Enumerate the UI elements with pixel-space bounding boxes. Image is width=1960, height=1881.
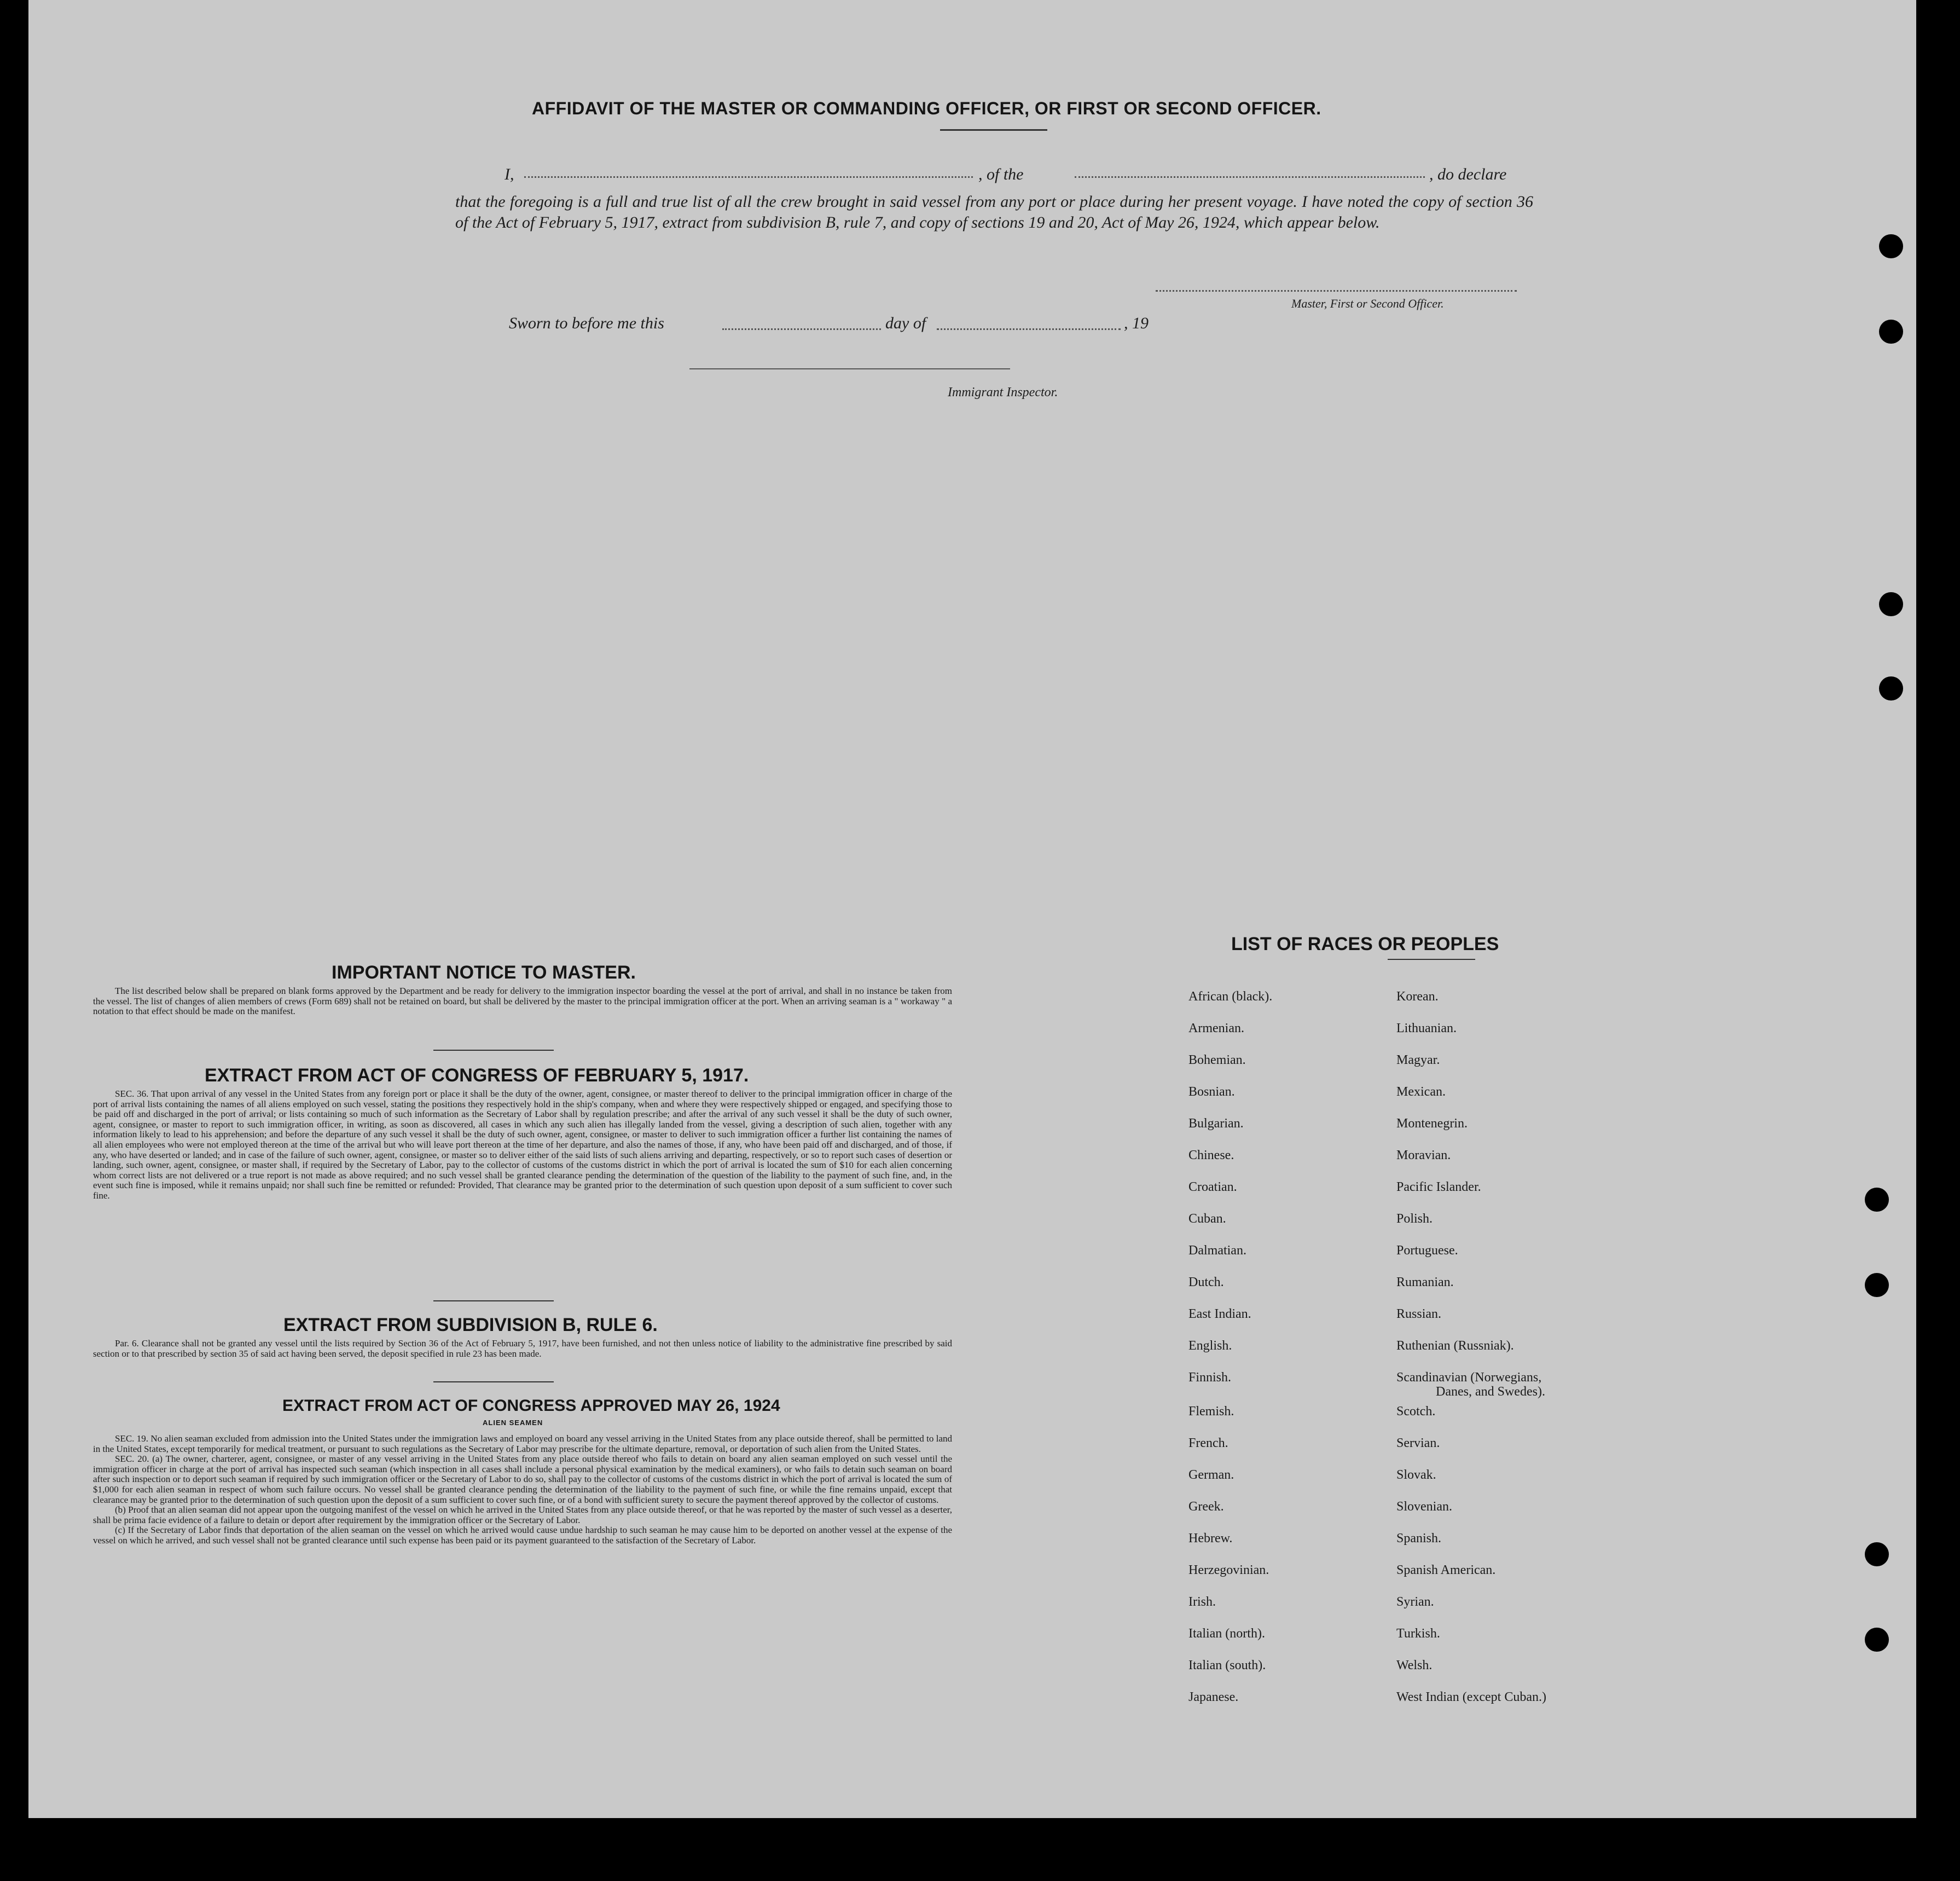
race-item: Scandinavian (Norwegians, [1396,1370,1542,1385]
master-name-blank[interactable] [524,176,973,178]
race-item: Mexican. [1396,1085,1446,1099]
sec-20a-text: SEC. 20. (a) The owner, charterer, agent, consignee, or master of any vessel arriving in the United States from any place outside thereof who fails to detain on board any alien seaman employed on such vessel until the immigration officer in charge at the port of arrival has inspected such seaman (which inspection in all cases shall include a personal physical examination by the medical examiners), or who fails to detain such seaman on board after such inspection or to deport such seaman if required by such immigration officer or the Secretary of Labor to do so, shall pay to the collector of customs of the customs district in which the port of arrival is located the sum of $1,000 for each alien seaman in respect of whom such failure occurs. No vessel shall be granted clearance pending the determination of the liability to the payment of such fine, or while the fine remains unpaid, except that clearance may be granted prior to the determination of such question upon the deposit of a sum sufficient to cover such fine, or of a bond with sufficient surety to secure the payment thereof approved by the collector of customs. [93,1454,952,1505]
race-item: Welsh. [1396,1658,1433,1672]
race-item: Lithuanian. [1396,1021,1457,1035]
race-item: Korean. [1396,989,1439,1004]
master-label: Master, First or Second Officer. [1291,297,1444,310]
sworn-label: Sworn to before me this [509,314,664,332]
race-item: Spanish American. [1396,1563,1496,1577]
race-item: African (black). [1188,989,1273,1004]
race-item: Italian (north). [1188,1627,1265,1641]
race-item: Armenian. [1188,1021,1244,1035]
day-of-label: day of [885,314,926,332]
par-6-text: Par. 6. Clearance shall not be granted any vessel until the lists required by Section 36 of the Act of February 5, 1917, have been furnished, and not then unless notice of liability to the administrative fine prescribed by said section or to that prescribed by section 35 of said act having been served, the deposit specified in rule 23 has been made. [93,1338,952,1359]
race-item: Danes, and Swedes). [1436,1385,1545,1399]
section-rule-2 [433,1300,554,1301]
affidavit-of-the: , of the [978,165,1024,183]
notice-text: The list described below shall be prepared on blank forms approved by the Department and be ready for delivery to the immigration inspector boarding the vessel at the port of arrival, and shall in no instance be taken from the vessel. The list of changes of alien members of crews (Form 689) shall not be retained on board, but shall be delivered by the master to the principal immigration officer at the port. When an arriving seaman is a " workaway " a notation to that effect should be made on the manifest. [93,986,952,1017]
race-item: Moravian. [1396,1148,1451,1162]
races-title: LIST OF RACES OR PEOPLES [1231,934,1499,954]
affidavit-body: that the foregoing is a full and true list of all the crew brought in said vessel from any port or place during her present voyage. I have noted the copy of section 36 of the Act of February 5, 1917, extract from subdivision B, rule 7, and copy of sections 19 and 20, Act of May 26, 1924, which appear below. [455,193,1533,231]
race-item: Rumanian. [1396,1275,1454,1289]
race-item: Pacific Islander. [1396,1180,1481,1194]
races-title-rule [1388,959,1475,960]
race-item: Bohemian. [1188,1053,1246,1067]
race-item: Spanish. [1396,1531,1442,1546]
race-item: Herzegovinian. [1188,1563,1269,1577]
master-signature-blank[interactable] [1156,290,1517,292]
race-item: Scotch. [1396,1404,1436,1419]
sec-19-text: SEC. 19. No alien seaman excluded from admission into the United States under the immigration laws and employed on board any vessel arriving in the United States from any place outside thereof, shall be permitted to land in the United States, except temporarily for medical treatment, or pursuant to such regulations as the Secretary of Labor may prescribe for the ultimate departure, removal, or deportation of such alien from the United States. [93,1433,952,1454]
race-item: French. [1188,1436,1228,1450]
sworn-month-blank[interactable] [937,328,1121,330]
race-item: Cuban. [1188,1212,1226,1226]
extract-1924-title: EXTRACT FROM ACT OF CONGRESS APPROVED MAY 26, 1924 [282,1397,780,1415]
race-item: Montenegrin. [1396,1116,1468,1131]
notice-title: IMPORTANT NOTICE TO MASTER. [332,962,636,983]
race-item: Dalmatian. [1188,1243,1246,1258]
inspector-label: Immigrant Inspector. [948,385,1058,400]
punch-hole [1879,234,1903,258]
race-item: English. [1188,1339,1232,1353]
section-36-text: SEC. 36. That upon arrival of any vessel in the United States from any foreign port or place it shall be the duty of the owner, agent, consignee, or master thereof to deliver to the principal immigration officer in charge of the port of arrival lists containing the names of all aliens employed on such vessel, stating the positions they respectively hold in the ship's company, when and where they were respectively shipped or engaged, and specifying those to be paid off and discharged in the port of arrival; or lists containing so much of such information as the Secretary of Labor shall by regulation prescribe; and after the arrival of any such vessel it shall be the duty of such owner, agent, consignee, or master to report to such immigration officer, in writing, as soon as discovered, all cases in which any such alien has illegally landed from the vessel, giving a description of such alien, together with any information likely to lead to his apprehension; and before the departure of any such vessel it shall be the duty of such owner, agent, consignee, or master to deliver to such immigration officer a further list containing the names of all alien employees who were not employed thereon at the time of the arrival but who will leave port thereon at the time of her departure, and also the names of those, if any, who have been paid off and discharged, and of those, if any, who have deserted or landed; and in case of the failure of such owner, agent, consignee, or master so to deliver either of the said lists of such aliens arriving and departing, respectively, or so to report such cases of desertion or landing, such owner, agent, consignee, or master shall, if required by the Secretary of Labor, pay to the collector of customs of the customs district in which the port of arrival is located the sum of $10 for each alien concerning whom correct lists are not delivered or a true report is not made as above required; and no such vessel shall be granted clearance pending the determination of the question of the liability to the payment of such fine, and, in the event such fine is imposed, while it remains unpaid; nor shall such fine be remitted or refunded: Provided, That clearance may be granted prior to the determination of such question upon deposit of a sum sufficient to cover such fine. [93,1089,952,1201]
section-rule-3 [433,1381,554,1382]
race-item: Portuguese. [1396,1243,1458,1258]
sec-20b-text: (b) Proof that an alien seaman did not appear upon the outgoing manifest of the vessel on which he arrived in the United States from any place outside thereof, or that he was reported by the master of such vessel as a deserter, shall be prima facie evidence of a failure to detain or deport after requirement by the immigration officer or the Secretary of Labor. [93,1504,952,1525]
race-item: German. [1188,1468,1234,1482]
race-item: West Indian (except Cuban.) [1396,1690,1546,1704]
extract-1917-title: EXTRACT FROM ACT OF CONGRESS OF FEBRUARY 5, 1917. [205,1065,749,1086]
punch-hole [1865,1273,1889,1297]
race-item: Italian (south). [1188,1658,1266,1672]
race-item: Syrian. [1396,1595,1434,1609]
punch-hole [1865,1542,1889,1566]
race-item: Polish. [1396,1212,1433,1226]
punch-hole [1865,1188,1889,1212]
punch-hole [1879,320,1903,344]
sworn-day-blank[interactable] [722,328,881,330]
subdivision-b-title: EXTRACT FROM SUBDIVISION B, RULE 6. [283,1315,658,1335]
document-page [28,0,1916,1818]
race-item: Bulgarian. [1188,1116,1244,1131]
punch-hole [1865,1628,1889,1652]
race-item: Hebrew. [1188,1531,1233,1546]
race-item: Bosnian. [1188,1085,1235,1099]
alien-seamen-subtitle: ALIEN SEAMEN [483,1419,543,1427]
notice-body [93,986,952,1017]
race-item: Greek. [1188,1500,1224,1514]
race-item: Turkish. [1396,1627,1440,1641]
extract-1917-body [93,1089,952,1201]
race-item: Irish. [1188,1595,1216,1609]
race-item: Finnish. [1188,1370,1232,1385]
extract-1924-body [93,1434,952,1546]
race-item: Slovak. [1396,1468,1436,1482]
race-item: Russian. [1396,1307,1442,1321]
race-item: Ruthenian (Russniak). [1396,1339,1514,1353]
sec-20c-text: (c) If the Secretary of Labor finds that deportation of the alien seaman on the vessel on which he arrived would cause undue hardship to such seaman he may cause him to be deported on another vessel at the expense of the vessel on which he arrived, and such vessel shall not be granted clearance until such expense has been paid or its payment guaranteed to the satisfaction of the Secretary of Labor. [93,1525,952,1546]
inspector-signature-line[interactable] [689,368,1010,369]
affidavit-i: I, [505,165,514,183]
affidavit-title: AFFIDAVIT OF THE MASTER OR COMMANDING OFFICER, OR FIRST OR SECOND OFFICER. [532,99,1321,118]
subdivision-b-body [93,1339,952,1359]
race-item: Chinese. [1188,1148,1234,1162]
race-item: Flemish. [1188,1404,1234,1419]
race-item: Servian. [1396,1436,1440,1450]
year-label: , 19 [1124,314,1149,332]
race-item: Japanese. [1188,1690,1239,1704]
affidavit-declare: , do declare [1429,165,1507,183]
race-item: East Indian. [1188,1307,1251,1321]
race-item: Dutch. [1188,1275,1224,1289]
race-item: Magyar. [1396,1053,1440,1067]
race-item: Croatian. [1188,1180,1237,1194]
section-rule-1 [433,1050,554,1051]
race-item: Slovenian. [1396,1500,1452,1514]
punch-hole [1879,592,1903,616]
punch-hole [1879,676,1903,701]
affidavit-title-rule [940,129,1047,131]
vessel-name-blank[interactable] [1075,176,1425,178]
